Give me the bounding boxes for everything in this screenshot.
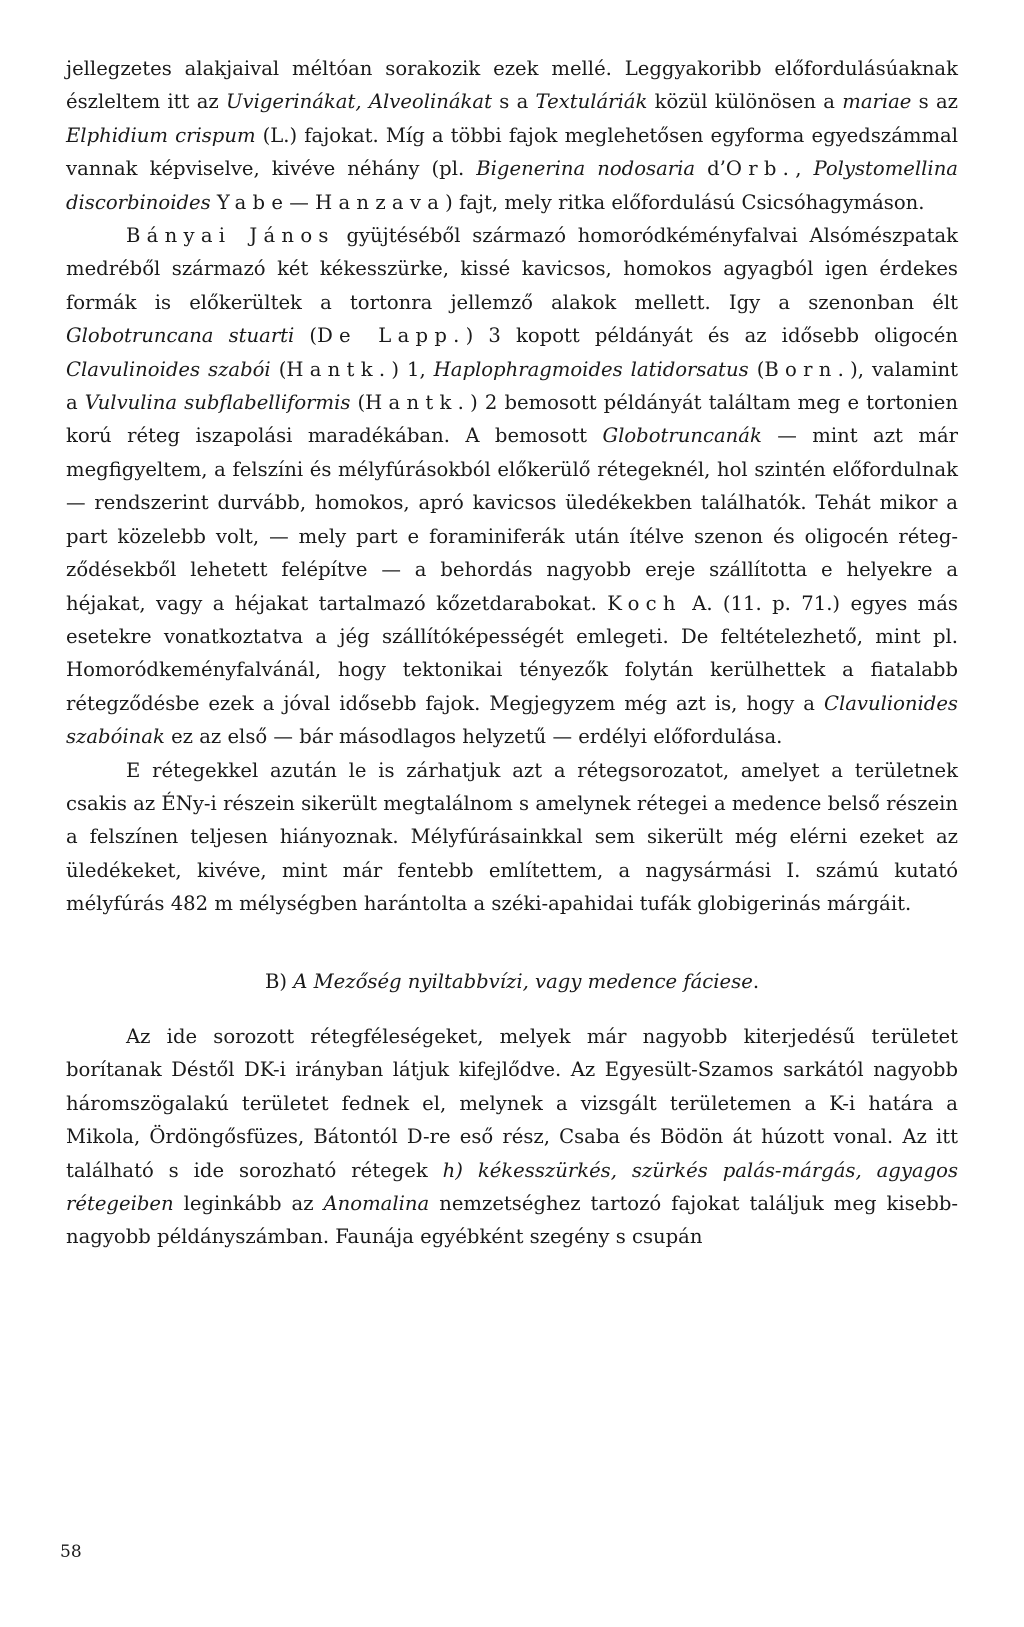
paragraph (66, 219, 958, 754)
text-run: ez az első — bár másodlagos helyzetű — erdélyi előfordulása. (164, 725, 783, 749)
italic-text: mariae (842, 90, 912, 114)
spaced-name: Bányai János (126, 224, 335, 248)
text-run: ) 3 kopott példányát és az idősebb oligocén (465, 324, 958, 348)
italic-text: Elphidium crispum (66, 123, 256, 147)
text-run: ) 2 bemosott példányát találtam meg e tortonien korú réteg iszapolási maradékában. A bemosott (66, 391, 958, 448)
text-run: ( (294, 324, 318, 348)
spaced-name: Born. (764, 357, 851, 381)
text-run: Az ide sorozott rétegféleségeket, melyek már nagyobb kiterjedésű területet borítanak Déstől DK-i irányban látjuk kifejlődve. Az Egyesült-Szamos sarkától nagyobb háromszögalakú területet fednek el, melynek a vizsgált területemen a K-i határa a Mikola, Ördöngősfüzes, Bátontól D-re eső rész, Csaba és Bödön át húzott vonal. Az itt található s ide sorozható rétegek (66, 1024, 958, 1182)
paragraph (66, 1020, 958, 1254)
text-run: ( (270, 357, 287, 381)
text-run: E rétegekkel azután le is zárhatjuk azt a rétegsorozatot, amelyet a területnek csakis az ÉNy-i részein sikerült megtalálnom s amelynek rétegei a medence belső részein a felszínen teljesen hiányoznak. Mélyfúrásainkkal sem sikerült még elérni ezeket az üledékeket, kivéve, mint már fentebb említettem, a nagysármási I. számú kutató mélyfúrás 482 m mélységben harántolta a széki-apahidai tufák globigerinás márgáit. (66, 758, 958, 916)
text-run: ) 1, (391, 357, 434, 381)
text-run: s az (911, 90, 959, 114)
page-number: 58 (60, 1542, 82, 1562)
text-run: ( (350, 391, 366, 415)
text-run: gyüjtéséből származó homoródkéményfalvai Alsómészpatak medréből származó két kékesszürke, kissé kavicsos, homokos agyagból igen érdekes formák is előkerültek a tortonra jellemző alakok mellett. Igy a szenonban élt (66, 224, 958, 314)
italic-text: Vulvulina subflabelliformis (84, 391, 351, 415)
text-run: . (752, 969, 760, 993)
paragraph (66, 754, 958, 921)
spaced-name: Koch (607, 591, 682, 615)
text-page (66, 52, 958, 1254)
italic-text: Anomalina (323, 1192, 430, 1215)
italic-text: A Mezőség nyiltabbvízi, vagy medence fáciese (293, 969, 753, 993)
paragraph (66, 52, 958, 219)
text-run: (L.) fajokat. Míg a többi fajok meglehetősen egyforma egyedszámmal vannak képviselve, kivéve néhány (pl. (66, 123, 958, 181)
italic-text: Globotruncana stuarti (66, 324, 295, 348)
text-run: nemzetséghez tartozó fajokat találjuk meg kisebb-nagyobb példányszámban. Faunája egyébként szegény s csupán (66, 1192, 959, 1249)
text-run: d’ (695, 157, 726, 181)
spaced-name: Orb. (725, 157, 796, 181)
italic-text: Polystomellina discorbinoides (66, 157, 958, 214)
italic-text: Uvigerinákat, Alveolinákat (225, 90, 492, 114)
text-run: ) fajt, mely ritka előfordulású Csicsóhagymáson. (445, 190, 925, 214)
text-run: ), valamint a (66, 357, 959, 415)
text-run: , (795, 157, 814, 181)
body-text-lower (66, 1020, 958, 1254)
text-run: közül különösen a (647, 90, 843, 114)
spaced-name: Hantk. (365, 391, 471, 415)
italic-text: Bigenerina nodosaria (476, 157, 696, 181)
italic-text: h) kékesszürkés, szürkés palás-márgás, agyagos rétegeiben (66, 1158, 958, 1215)
spaced-name: De Lapp. (317, 324, 466, 348)
spaced-name: Yabe—Hanzava (216, 190, 446, 214)
section-heading (66, 965, 958, 998)
text-run: A. (11. p. 71.) egyes más esetekre vonatkoztatva a jég szállítóképességét emlegeti. De feltételezhető, mint pl. Homoródkeményfalvánál, hogy tektonikai tényezők folytán kerülhettek a fiatalabb rétegződésbe ezek a jóval idősebb fajok. Megjegyzem még azt is, hogy a (66, 591, 958, 715)
italic-text: Haplophragmoides latidorsatus (433, 357, 749, 381)
italic-text: Clavulionides szabóinak (66, 691, 958, 749)
italic-text: Textuláriák (535, 90, 648, 114)
spaced-name: Hantk. (286, 357, 392, 381)
text-run: jellegzetes alakjaival méltóan sorakozik ezek mellé. Leggyakoribb előfordulásúaknak észleltem itt az (66, 57, 958, 114)
text-run: — mint azt már megfigyeltem, a felszíni és mélyfúrásokból előkerülő rétegeknél, hol szintén előfordulnak — rendszerint durvább, homokos, apró kavicsos üledékekben találhatók. Tehát mikor a part közelebb volt, — mely part e foraminiferák után ítélve szenon és oligocén rétegződésekből lehetett felépítve — a behordás nagyobb ereje szállította e helyekre a héjakat, vagy a héjakat tartalmazó kőzetdarabokat. (66, 424, 958, 615)
text-run: s a (491, 90, 536, 114)
italic-text: Clavulinoides szabói (66, 357, 271, 381)
italic-text: Globotruncanák (602, 424, 762, 448)
text-run: B) (264, 969, 294, 993)
text-run: ( (748, 357, 765, 381)
body-text-upper (66, 52, 958, 921)
text-run: leginkább az (173, 1192, 324, 1215)
